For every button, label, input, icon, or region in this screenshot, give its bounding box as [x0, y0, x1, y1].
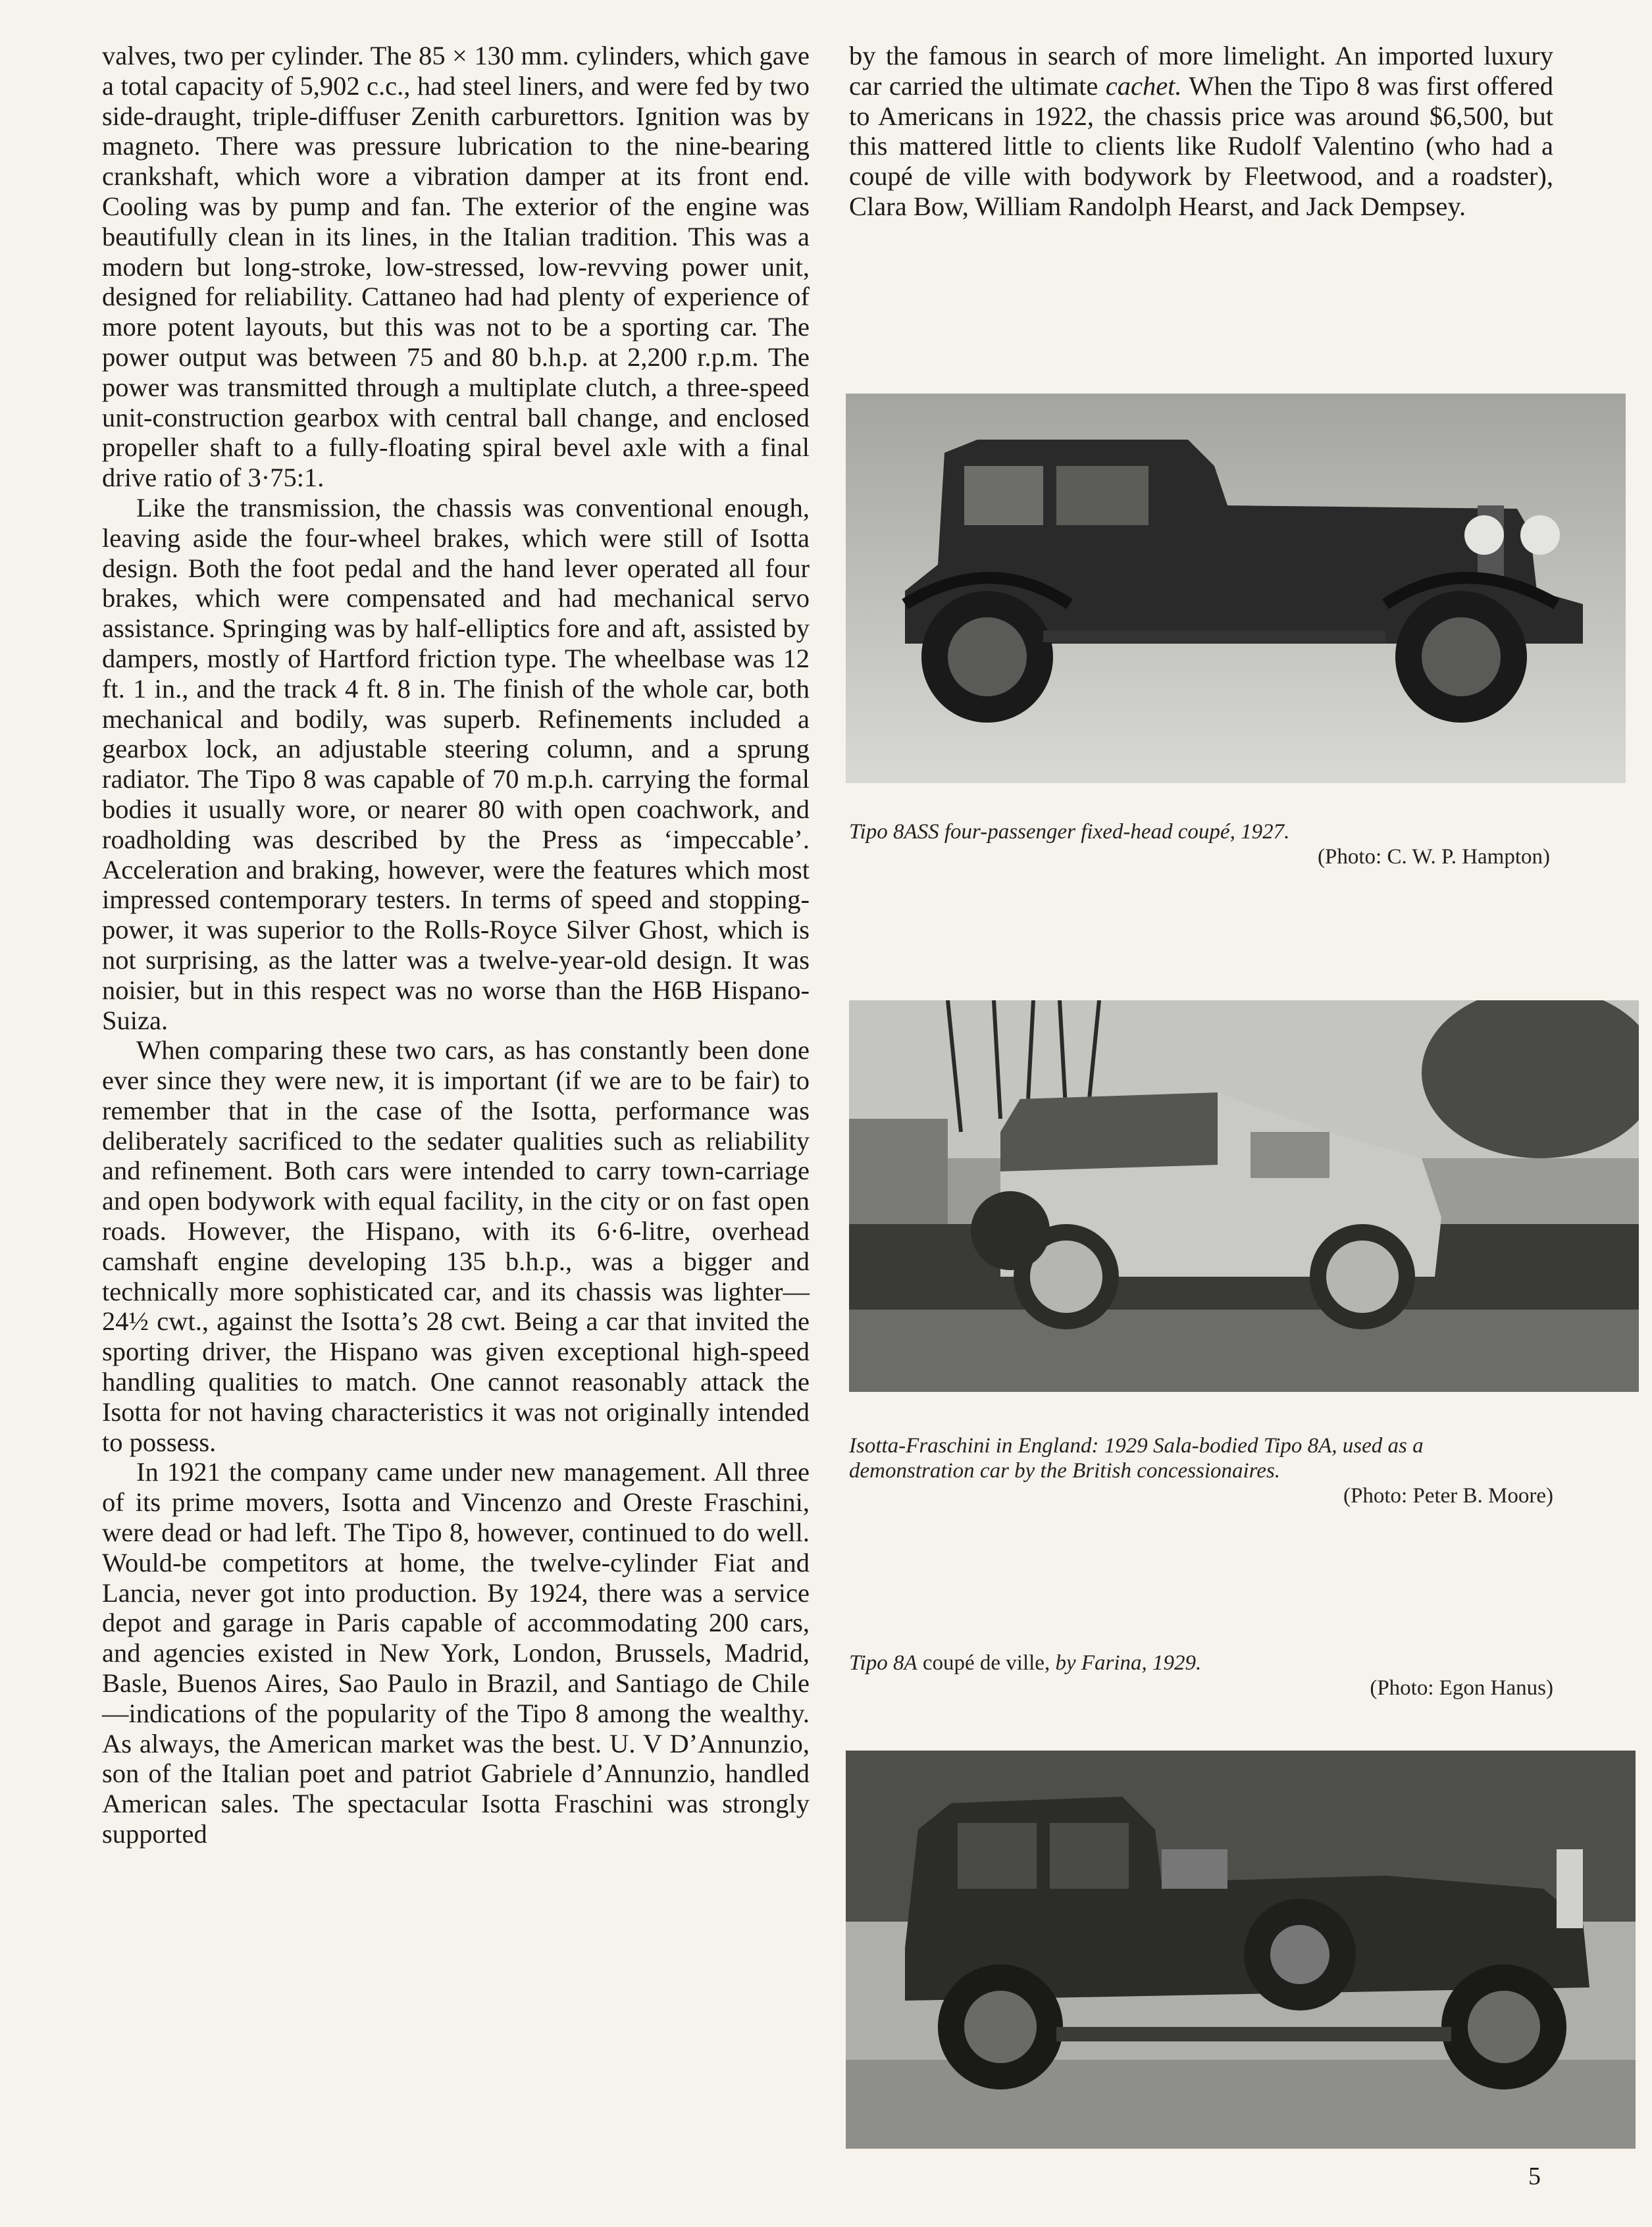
paragraph-engine: valves, two per cylinder. The 85 × 130 mm. cylinders, which gave a total capacity of 5,902 c.c., had steel liners, and were fed by two side-draught, triple-diffuser Zenith carburettors. Ignition was by magneto. There was pressure lubrication to the nine-bearing crankshaft, which wore a vibration damper at its front end. Cooling was by pump and fan. The exterior of the engine was beautifully clean in its lines, in the Italian tradition. This was a modern but long-stroke, low-stressed, low-revving power unit, designed for reliability. Cattaneo had had plenty of experience of more potent layouts, but this was not to be a sporting car. The power output was between 75 and 80 b.h.p. at 2,200 r.p.m. The power was transmitted through a multiplate clutch, a three-speed unit-construction gearbox with central ball change, and enclosed propeller shaft to a fully-floating spiral bevel axle with a final drive ratio of 3·75:1. — [102, 41, 810, 493]
caption-photo2-credit: (Photo: Peter B. Moore) — [1343, 1484, 1553, 1508]
caption-photo1-credit: (Photo: C. W. P. Hampton) — [1318, 845, 1550, 869]
cachet-word: cachet. — [1105, 70, 1182, 101]
paragraph-clients — [849, 41, 1553, 222]
caption-photo3-credit: (Photo: Egon Hanus) — [1370, 1676, 1553, 1700]
caption-photo3 — [849, 1651, 1553, 1701]
photo-sala-1929 — [849, 1000, 1639, 1392]
paragraph-chassis: Like the transmission, the chassis was conventional enough, leaving aside the four-wheel brakes, which were still of Isotta design. Both the foot pedal and the hand lever operated all four brakes, which were compensated and had mechanical servo assistance. Springing was by half-elliptics fore and aft, assisted by dampers, mostly of Hartford friction type. The wheelbase was 12 ft. 1 in., and the track 4 ft. 8 in. The finish of the whole car, both mechanical and bodily, was superb. Refinements included a gearbox lock, an adjustable steering column, and a sprung radiator. The Tipo 8 was capable of 70 m.p.h. carrying the formal bodies it usually wore, or nearer 80 with open coachwork, and roadholding was described by the Press as ‘impeccable’. Acceleration and braking, however, were the features which most impressed contemporary testers. In terms of speed and stopping-power, it was superior to the Rolls-Royce Silver Ghost, which is not surprising, as the latter was a twelve-year-old design. It was noisier, but in this respect was no worse than the H6B Hispano-Suiza. — [102, 492, 810, 1035]
photo-coupe-1927 — [846, 394, 1626, 783]
clients-text-b: When the Tipo 8 was first offered to Americans in 1922, the chassis price was around $6,500, but this mattered little to clients like Rudolf Valentino (who had a coupé de ville with bodywork by Fleetwood, and a roadster), Clara Bow, William Randolph Hearst, and Jack Dempsey. — [849, 70, 1553, 221]
paragraph-comparison: When comparing these two cars, as has constantly been done ever since they were new, it is important (if we are to be fair) to remember that in the case of the Isotta, performance was deliberately sacrificed to the sedater qualities such as reliability and refinement. Both cars were intended to carry town-carriage and open bodywork with equal facility, in the city or on fast open roads. However, the Hispano, with its 6·6-litre, overhead camshaft engine developing 135 b.h.p., was a bigger and technically more sophisticated car, and its chassis was lighter—24½ cwt., against the Isotta’s 28 cwt. Being a car that invited the sporting driver, the Hispano was given exceptional high-speed handling qualities to match. One cannot reasonably attack the Isotta for not having characteristics it was not originally intended to possess. — [102, 1035, 810, 1457]
caption-photo3-body: coupé de ville, — [917, 1651, 1056, 1675]
caption-photo2-text: Isotta-Fraschini in England: 1929 Sala-bodied Tipo 8A, used as a demonstration car by the British concessionaires. — [849, 1434, 1424, 1483]
left-column — [102, 41, 810, 1849]
photo-farina-1929 — [846, 1751, 1636, 2149]
right-column-text — [849, 41, 1553, 222]
clients-text-a: by the famous in search of more limelight. An imported luxury car carried the ultimate — [849, 41, 1553, 101]
caption-photo3-maker: by Farina, 1929. — [1055, 1651, 1202, 1675]
caption-photo3-model: Tipo 8A — [849, 1651, 917, 1675]
page-number: 5 — [1528, 2163, 1541, 2190]
paragraph-management: In 1921 the company came under new management. All three of its prime movers, Isotta and Vincenzo and Oreste Fraschini, were dead or had left. The Tipo 8, however, continued to do well. Would-be competitors at home, the twelve-cylinder Fiat and Lancia, never got into production. By 1924, there was a service depot and garage in Paris capable of accommodating 200 cars, and agencies existed in New York, London, Brussels, Madrid, Basle, Buenos Aires, Sao Paulo in Brazil, and Santiago de Chile—indications of the popularity of the Tipo 8 among the wealthy. As always, the American market was the best. U. V D’Annunzio, son of the Italian poet and patriot Gabriele d’Annunzio, handled American sales. The spectacular Isotta Fraschini was strongly supported — [102, 1457, 810, 1849]
caption-photo1-text: Tipo 8ASS four-passenger fixed-head coupé, 1927. — [849, 820, 1290, 844]
caption-photo1 — [849, 819, 1550, 869]
caption-photo2 — [849, 1433, 1553, 1508]
